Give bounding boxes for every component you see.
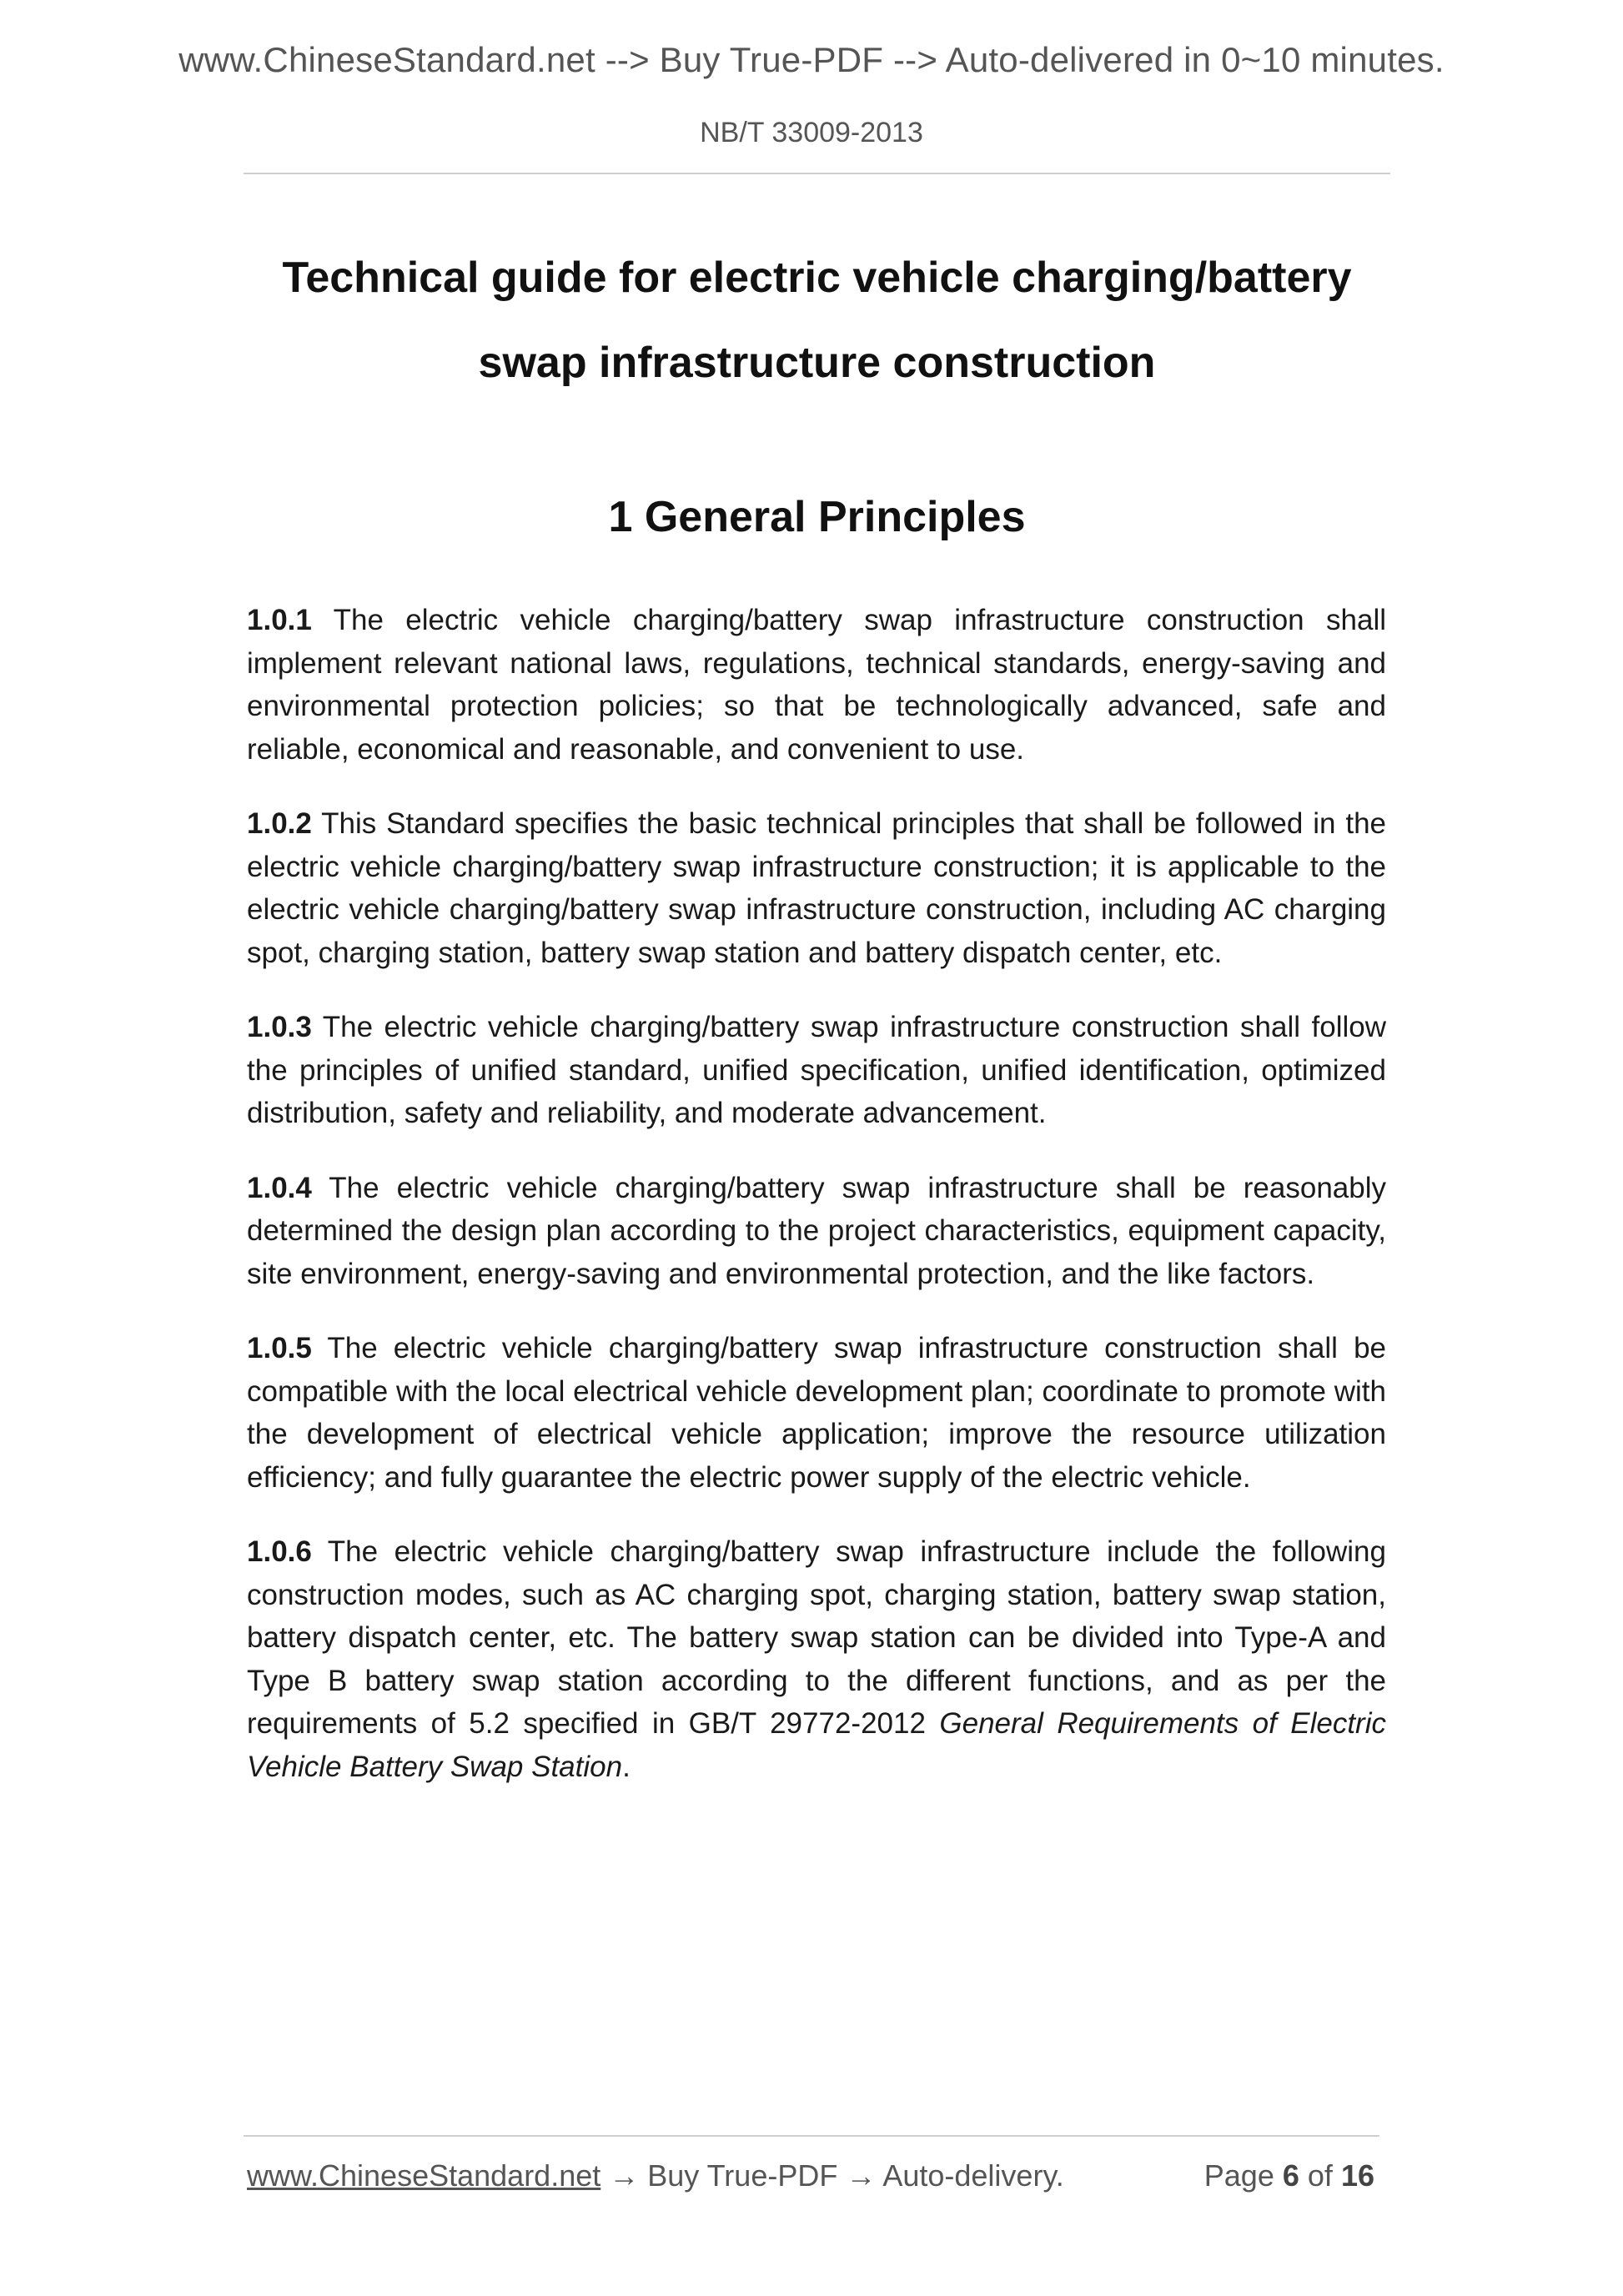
page-footer [247, 2158, 1379, 2200]
clause-number: 1.0.3 [247, 1011, 312, 1043]
clause-1-0-1 [247, 599, 1386, 771]
clause-1-0-6 [247, 1530, 1386, 1788]
clause-1-0-2 [247, 802, 1386, 974]
clause-text: This Standard specifies the basic technical principles that shall be followed in the electric vehicle charging/battery swap infrastructure construction; it is applicable to the electric vehicle charging/battery swap infrastructure construction, including AC charging spot, charging station, battery swap station and battery dispatch center, etc. [247, 807, 1387, 969]
clause-text: The electric vehicle charging/battery swap infrastructure include the following construction modes, such as AC charging spot, charging station, battery swap station, battery dispatch center, etc. The battery swap station can be divided into Type-A and Type B battery swap station according to the different functions, and as per the requirements of 5.2 specified in GB/T 29772-2012 [247, 1535, 1386, 1740]
header-divider [244, 173, 1390, 174]
clause-1-0-3 [247, 1006, 1386, 1135]
clause-text: The electric vehicle charging/battery swap infrastructure construction shall implement relevant national laws, regulations, technical standards, energy-saving and environmental protection policies; so that be technologically advanced, safe and reliable, economical and reasonable, and convenient to use. [247, 604, 1386, 766]
clause-1-0-4 [247, 1167, 1386, 1296]
current-page: 6 [1282, 2158, 1299, 2193]
clause-text: The electric vehicle charging/battery swap infrastructure construction shall be compatible with the local electrical vehicle development plan; coordinate to promote with the development of electrical vehicle application; improve the resource utilization efficiency; and fully guarantee the electric power supply of the electric vehicle. [247, 1332, 1387, 1494]
clause-text: The electric vehicle charging/battery swap infrastructure shall be reasonably determined the design plan according to the project characteristics, equipment capacity, site environment, energy-saving and environmental protection, and the like factors. [247, 1171, 1386, 1290]
clause-number: 1.0.4 [247, 1171, 312, 1204]
of-label: of [1307, 2158, 1333, 2193]
section-heading: 1 General Principles [608, 493, 1026, 541]
clause-end-punctuation: . [622, 1750, 631, 1783]
page-label: Page [1203, 2158, 1274, 2193]
footer-website-link[interactable]: www.ChineseStandard.net [247, 2158, 601, 2193]
document-title-line-2: swap infrastructure construction [478, 339, 1156, 387]
total-pages: 16 [1340, 2158, 1374, 2193]
clause-number: 1.0.2 [247, 807, 312, 840]
page-number [1204, 2158, 1374, 2193]
document-body [247, 599, 1386, 1820]
referenced-standard-title: General Requirements of Electric Vehicle Battery Swap Station [247, 1707, 1386, 1783]
document-title [244, 235, 1390, 405]
clause-1-0-5 [247, 1327, 1386, 1499]
footer-promo [247, 2158, 1064, 2193]
clause-number: 1.0.1 [247, 604, 312, 636]
footer-divider [244, 2135, 1379, 2137]
clause-number: 1.0.5 [247, 1332, 312, 1364]
standard-code: NB/T 33009-2013 [700, 117, 923, 148]
clause-text: The electric vehicle charging/battery swap infrastructure construction shall follow the principles of unified standard, unified specification, unified identification, optimized distribution, safety and reliability, and moderate advancement. [247, 1011, 1386, 1129]
document-title-line-1: Technical guide for electric vehicle charging/battery [282, 254, 1352, 302]
clause-number: 1.0.6 [247, 1535, 312, 1568]
top-banner: www.ChineseStandard.net --> Buy True-PDF --> Auto-delivered in 0~10 minutes. [178, 40, 1445, 79]
footer-promo-text: → Buy True-PDF → Auto-delivery. [609, 2158, 1064, 2193]
